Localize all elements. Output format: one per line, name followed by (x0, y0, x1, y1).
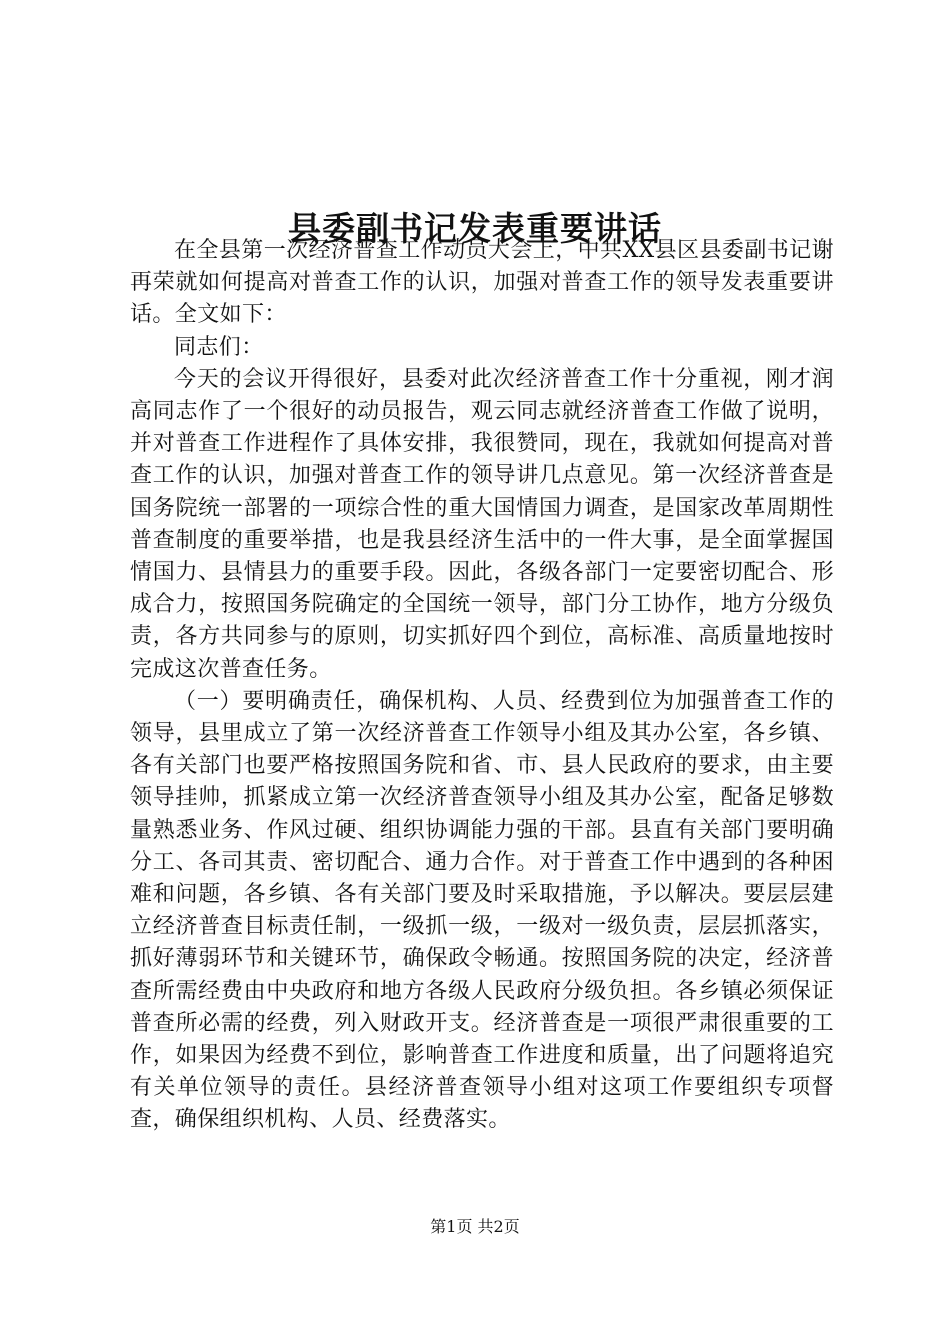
paragraph-section-one: （一）要明确责任，确保机构、人员、经费到位为加强普查工作的领导，县里成立了第一次经济普查工作领导小组及其办公室，各乡镇、各有关部门也要严格按照国务院和省、市、县人民政府的要求，由主要领导挂帅，抓紧成立第一次经济普查领导小组及其办公室，配备足够数量熟悉业务、作风过硬、组织协调能力强的干部。县直有关部门要明确分工、各司其责、密切配合、通力合作。对于普查工作中遇到的各种困难和问题，各乡镇、各有关部门要及时采取措施，予以解决。要层层建立经济普查目标责任制，一级抓一级，一级对一级负责，层层抓落实，抓好薄弱环节和关键环节，确保政令畅通。按照国务院的决定，经济普查所需经费由中央政府和地方各级人民政府分级负担。各乡镇必须保证普查所必需的经费，列入财政开支。经济普查是一项很严肃很重要的工作，如果因为经费不到位，影响普查工作进度和质量，出了问题将追究有关单位领导的责任。县经济普查领导小组对这项工作要组织专项督查，确保组织机构、人员、经费落实。 (130, 688, 834, 1133)
page-number-footer: 第1页 共2页 (430, 1217, 520, 1236)
document-title: 县委副书记发表重要讲话 (288, 209, 662, 249)
paragraph-intro: 在全县第一次经济普查工作动员大会上，中共XX县区县委副书记谢再荣就如何提高对普查工作的认识，加强对普查工作的领导发表重要讲话。全文如下： (130, 238, 834, 328)
paragraph-opening: 今天的会议开得很好，县委对此次经济普查工作十分重视，刚才润高同志作了一个很好的动员报告，观云同志就经济普查工作做了说明，并对普查工作进程作了具体安排，我很赞同，现在，我就如何提高对普查工作的认识，加强对普查工作的领导讲几点意见。第一次经济普查是国务院统一部署的一项综合性的重大国情国力调查，是国家改革周期性普查制度的重要举措，也是我县经济生活中的一件大事，是全面掌握国情国力、县情县力的重要手段。因此，各级各部门一定要密切配合、形成合力，按照国务院确定的全国统一领导，部门分工协作，地方分级负责，各方共同参与的原则，切实抓好四个到位，高标准、高质量地按时完成这次普查任务。 (130, 366, 834, 682)
paragraph-salutation: 同志们： (174, 334, 264, 360)
document-body (130, 235, 834, 1137)
